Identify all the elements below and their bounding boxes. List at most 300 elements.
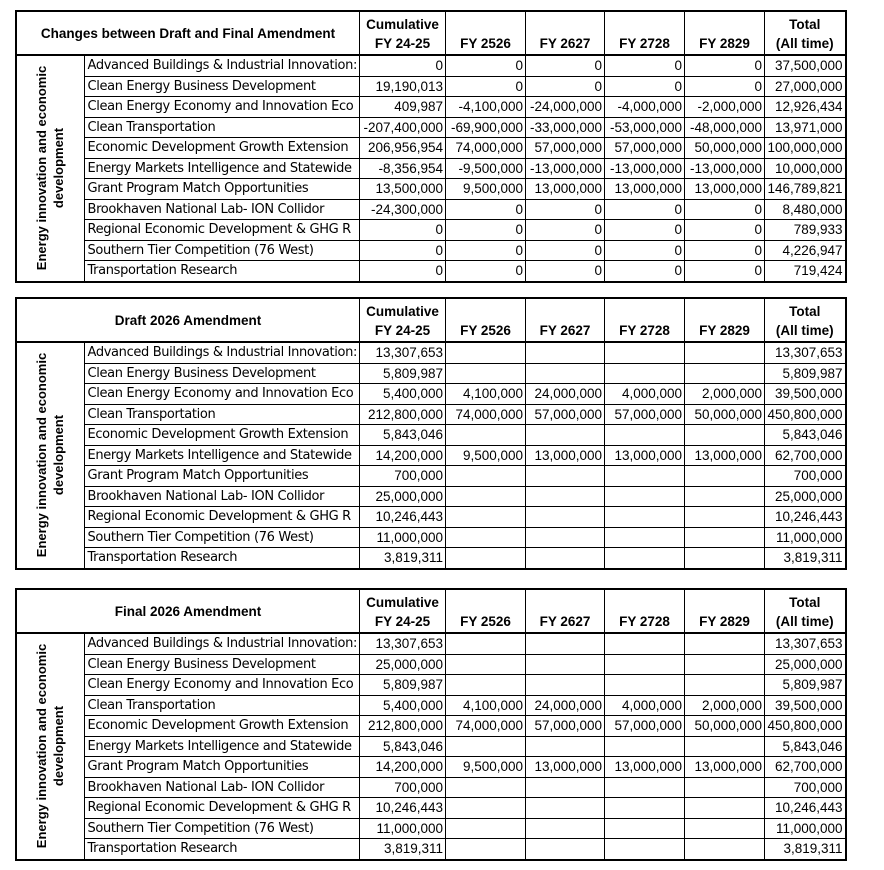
value-cell-fy2627: -24,000,000 [526, 97, 605, 118]
value-cell-total: 10,246,443 [765, 798, 846, 819]
value-cell-fy2627 [526, 363, 605, 384]
value-cell-fy2829: 0 [685, 76, 765, 97]
col-header-total [765, 298, 846, 342]
value-cell-total: 146,789,821 [765, 179, 846, 200]
value-cell-cum: 10,246,443 [360, 507, 446, 528]
value-cell-fy2728 [605, 425, 685, 446]
table-row [16, 777, 846, 798]
value-cell-cum: 206,956,954 [360, 138, 446, 159]
value-cell-fy2829 [685, 507, 765, 528]
table-row [16, 507, 846, 528]
value-cell-fy2829 [685, 425, 765, 446]
group-label [33, 353, 67, 557]
budget-table-3 [15, 588, 847, 861]
value-cell-fy2627: 0 [526, 76, 605, 97]
value-cell-fy2728 [605, 736, 685, 757]
value-cell-fy2829: 50,000,000 [685, 404, 765, 425]
value-cell-cum: 3,819,311 [360, 839, 446, 860]
table-row [16, 158, 846, 179]
program-name-cell: Brookhaven National Lab- ION Collidor [84, 777, 360, 798]
group-label-cell [16, 342, 84, 569]
col-header-fy2627: FY 2627 [526, 298, 605, 342]
value-cell-fy2526: 9,500,000 [446, 179, 526, 200]
value-cell-fy2829: -48,000,000 [685, 117, 765, 138]
value-cell-cum: 25,000,000 [360, 654, 446, 675]
value-cell-fy2728 [605, 527, 685, 548]
value-cell-fy2526: 4,100,000 [446, 384, 526, 405]
value-cell-fy2627 [526, 798, 605, 819]
value-cell-fy2627 [526, 818, 605, 839]
value-cell-fy2728 [605, 654, 685, 675]
table-row [16, 445, 846, 466]
value-cell-fy2728 [605, 798, 685, 819]
table-row [16, 220, 846, 241]
value-cell-fy2526 [446, 798, 526, 819]
value-cell-fy2526 [446, 486, 526, 507]
value-cell-total: 100,000,000 [765, 138, 846, 159]
value-cell-cum: 19,190,013 [360, 76, 446, 97]
table-row [16, 466, 846, 487]
program-name-cell: Transportation Research [84, 839, 360, 860]
col-header-fy2526: FY 2526 [446, 11, 526, 55]
value-cell-fy2728: 57,000,000 [605, 404, 685, 425]
program-name-cell: Clean Energy Business Development [84, 363, 360, 384]
col-header-fy2829: FY 2829 [685, 589, 765, 633]
value-cell-total: 39,500,000 [765, 384, 846, 405]
col-header-total [765, 11, 846, 55]
table-row [16, 199, 846, 220]
value-cell-fy2526: 0 [446, 220, 526, 241]
value-cell-cum: -8,356,954 [360, 158, 446, 179]
table-row [16, 179, 846, 200]
value-cell-total: 5,843,046 [765, 736, 846, 757]
table-row [16, 240, 846, 261]
value-cell-fy2526: 9,500,000 [446, 445, 526, 466]
value-cell-total: 4,226,947 [765, 240, 846, 261]
value-cell-fy2829: 2,000,000 [685, 695, 765, 716]
value-cell-fy2526: 0 [446, 240, 526, 261]
program-name-cell: Economic Development Growth Extension [84, 138, 360, 159]
table-row [16, 425, 846, 446]
value-cell-fy2627 [526, 342, 605, 363]
table-row [16, 675, 846, 696]
value-cell-fy2728: 4,000,000 [605, 384, 685, 405]
value-cell-fy2829: 0 [685, 220, 765, 241]
value-cell-fy2627: 0 [526, 199, 605, 220]
value-cell-fy2728: 13,000,000 [605, 757, 685, 778]
value-cell-fy2829: 0 [685, 55, 765, 76]
value-cell-fy2829: 0 [685, 240, 765, 261]
value-cell-fy2728: -4,000,000 [605, 97, 685, 118]
value-cell-fy2526: 0 [446, 199, 526, 220]
value-cell-fy2627: 57,000,000 [526, 138, 605, 159]
value-cell-fy2829: 2,000,000 [685, 384, 765, 405]
value-cell-cum: 0 [360, 240, 446, 261]
table-row [16, 117, 846, 138]
value-cell-fy2829 [685, 777, 765, 798]
value-cell-fy2829 [685, 839, 765, 860]
value-cell-total: 25,000,000 [765, 486, 846, 507]
program-name-cell: Brookhaven National Lab- ION Collidor [84, 486, 360, 507]
value-cell-fy2627 [526, 466, 605, 487]
table-row [16, 138, 846, 159]
value-cell-fy2526: -69,900,000 [446, 117, 526, 138]
value-cell-cum: -24,300,000 [360, 199, 446, 220]
group-label-line1: Energy innovation and economic [34, 66, 50, 271]
value-cell-total: 700,000 [765, 466, 846, 487]
col-header-fy2728: FY 2728 [605, 11, 685, 55]
table-row [16, 97, 846, 118]
table-row [16, 633, 846, 654]
value-cell-fy2728 [605, 486, 685, 507]
value-cell-total: 5,809,987 [765, 675, 846, 696]
value-cell-cum: 5,809,987 [360, 675, 446, 696]
value-cell-fy2526 [446, 466, 526, 487]
table-title: Changes between Draft and Final Amendment [16, 11, 360, 55]
value-cell-fy2627: 0 [526, 261, 605, 282]
value-cell-cum: 0 [360, 220, 446, 241]
value-cell-fy2728: 0 [605, 199, 685, 220]
value-cell-fy2728: 13,000,000 [605, 445, 685, 466]
value-cell-fy2526: 0 [446, 261, 526, 282]
value-cell-total: 450,800,000 [765, 716, 846, 737]
value-cell-cum: 212,800,000 [360, 716, 446, 737]
program-name-cell: Southern Tier Competition (76 West) [84, 818, 360, 839]
value-cell-fy2829: 0 [685, 261, 765, 282]
value-cell-fy2627 [526, 839, 605, 860]
program-name-cell: Transportation Research [84, 261, 360, 282]
col-header-cumulative-line1: Cumulative [366, 304, 439, 319]
col-header-cumulative [360, 11, 446, 55]
value-cell-fy2627: -13,000,000 [526, 158, 605, 179]
value-cell-cum: 0 [360, 55, 446, 76]
value-cell-fy2829 [685, 736, 765, 757]
value-cell-fy2728 [605, 363, 685, 384]
col-header-total-line2: (All time) [775, 36, 834, 51]
program-name-cell: Clean Energy Business Development [84, 654, 360, 675]
value-cell-total: 10,246,443 [765, 507, 846, 528]
value-cell-fy2829 [685, 466, 765, 487]
value-cell-fy2728 [605, 507, 685, 528]
value-cell-fy2728: 0 [605, 261, 685, 282]
col-header-cumulative-line2: FY 24-25 [374, 614, 431, 629]
value-cell-total: 3,819,311 [765, 839, 846, 860]
col-header-total-line1: Total [789, 17, 821, 32]
table-row [16, 76, 846, 97]
value-cell-cum: 25,000,000 [360, 486, 446, 507]
budget-table-1 [15, 10, 847, 283]
value-cell-cum: 5,400,000 [360, 384, 446, 405]
group-label-line2: development [51, 128, 67, 209]
value-cell-fy2829 [685, 486, 765, 507]
value-cell-fy2627: -33,000,000 [526, 117, 605, 138]
header-row [16, 589, 846, 633]
program-name-cell: Regional Economic Development & GHG R [84, 798, 360, 819]
table-row [16, 55, 846, 76]
value-cell-cum: 0 [360, 261, 446, 282]
table-row [16, 716, 846, 737]
value-cell-fy2526 [446, 839, 526, 860]
value-cell-total: 10,000,000 [765, 158, 846, 179]
value-cell-cum: 14,200,000 [360, 757, 446, 778]
value-cell-fy2526 [446, 818, 526, 839]
value-cell-cum: 14,200,000 [360, 445, 446, 466]
value-cell-fy2829 [685, 675, 765, 696]
value-cell-fy2829: 13,000,000 [685, 445, 765, 466]
col-header-fy2526: FY 2526 [446, 298, 526, 342]
value-cell-cum: 11,000,000 [360, 527, 446, 548]
value-cell-fy2627: 13,000,000 [526, 179, 605, 200]
value-cell-fy2627 [526, 507, 605, 528]
value-cell-fy2829 [685, 527, 765, 548]
value-cell-fy2728 [605, 675, 685, 696]
value-cell-fy2627 [526, 548, 605, 569]
program-name-cell: Economic Development Growth Extension [84, 425, 360, 446]
value-cell-total: 450,800,000 [765, 404, 846, 425]
value-cell-fy2728: 57,000,000 [605, 716, 685, 737]
program-name-cell: Southern Tier Competition (76 West) [84, 527, 360, 548]
col-header-fy2627: FY 2627 [526, 589, 605, 633]
value-cell-total: 11,000,000 [765, 527, 846, 548]
value-cell-fy2829 [685, 363, 765, 384]
value-cell-fy2526: 0 [446, 55, 526, 76]
value-cell-total: 25,000,000 [765, 654, 846, 675]
value-cell-fy2829: 0 [685, 199, 765, 220]
program-name-cell: Advanced Buildings & Industrial Innovation: [84, 55, 360, 76]
value-cell-total: 789,933 [765, 220, 846, 241]
value-cell-fy2728: 0 [605, 220, 685, 241]
table-row [16, 839, 846, 860]
value-cell-total: 13,307,653 [765, 342, 846, 363]
col-header-total-line1: Total [789, 304, 821, 319]
program-name-cell: Grant Program Match Opportunities [84, 466, 360, 487]
value-cell-fy2627: 0 [526, 240, 605, 261]
value-cell-cum: 5,843,046 [360, 736, 446, 757]
table-row [16, 736, 846, 757]
value-cell-fy2728: 4,000,000 [605, 695, 685, 716]
program-name-cell: Regional Economic Development & GHG R [84, 507, 360, 528]
col-header-cumulative [360, 589, 446, 633]
value-cell-total: 5,809,987 [765, 363, 846, 384]
program-name-cell: Clean Energy Economy and Innovation Eco [84, 97, 360, 118]
program-name-cell: Brookhaven National Lab- ION Collidor [84, 199, 360, 220]
table-row [16, 363, 846, 384]
value-cell-total: 8,480,000 [765, 199, 846, 220]
table-row [16, 527, 846, 548]
program-name-cell: Clean Energy Economy and Innovation Eco [84, 384, 360, 405]
group-label-line2: development [51, 415, 67, 496]
value-cell-cum: 5,400,000 [360, 695, 446, 716]
value-cell-fy2627: 0 [526, 55, 605, 76]
value-cell-cum: 13,500,000 [360, 179, 446, 200]
value-cell-fy2829: 13,000,000 [685, 757, 765, 778]
value-cell-fy2526 [446, 675, 526, 696]
col-header-cumulative-line2: FY 24-25 [374, 323, 431, 338]
budget-table-2 [15, 297, 847, 570]
value-cell-fy2627: 13,000,000 [526, 757, 605, 778]
value-cell-fy2627 [526, 633, 605, 654]
col-header-cumulative-line1: Cumulative [366, 595, 439, 610]
value-cell-fy2627 [526, 425, 605, 446]
value-cell-fy2627 [526, 777, 605, 798]
program-name-cell: Transportation Research [84, 548, 360, 569]
value-cell-cum: 700,000 [360, 777, 446, 798]
value-cell-fy2728 [605, 777, 685, 798]
col-header-total-line2: (All time) [775, 323, 834, 338]
value-cell-fy2627: 57,000,000 [526, 716, 605, 737]
program-name-cell: Clean Transportation [84, 404, 360, 425]
value-cell-total: 62,700,000 [765, 445, 846, 466]
value-cell-fy2526 [446, 425, 526, 446]
value-cell-fy2627 [526, 675, 605, 696]
program-name-cell: Clean Energy Economy and Innovation Eco [84, 675, 360, 696]
value-cell-fy2627 [526, 654, 605, 675]
value-cell-cum: 10,246,443 [360, 798, 446, 819]
value-cell-fy2728: 57,000,000 [605, 138, 685, 159]
header-row [16, 298, 846, 342]
program-name-cell: Southern Tier Competition (76 West) [84, 240, 360, 261]
value-cell-cum: 11,000,000 [360, 818, 446, 839]
group-label [33, 66, 67, 270]
table-row [16, 818, 846, 839]
col-header-fy2627: FY 2627 [526, 11, 605, 55]
value-cell-fy2526 [446, 342, 526, 363]
group-label-line1: Energy innovation and economic [34, 644, 50, 849]
value-cell-fy2526 [446, 777, 526, 798]
value-cell-total: 39,500,000 [765, 695, 846, 716]
value-cell-fy2829 [685, 798, 765, 819]
program-name-cell: Clean Energy Business Development [84, 76, 360, 97]
value-cell-fy2627: 13,000,000 [526, 445, 605, 466]
group-label-cell [16, 633, 84, 860]
col-header-total-line1: Total [789, 595, 821, 610]
value-cell-total: 700,000 [765, 777, 846, 798]
value-cell-fy2627: 24,000,000 [526, 695, 605, 716]
value-cell-total: 13,307,653 [765, 633, 846, 654]
table-row [16, 261, 846, 282]
value-cell-cum: 5,843,046 [360, 425, 446, 446]
value-cell-cum: 3,819,311 [360, 548, 446, 569]
table-row [16, 342, 846, 363]
value-cell-fy2829 [685, 342, 765, 363]
value-cell-fy2829: -2,000,000 [685, 97, 765, 118]
col-header-fy2829: FY 2829 [685, 298, 765, 342]
value-cell-fy2829 [685, 654, 765, 675]
value-cell-total: 62,700,000 [765, 757, 846, 778]
table-row [16, 486, 846, 507]
value-cell-fy2728 [605, 839, 685, 860]
value-cell-fy2627: 24,000,000 [526, 384, 605, 405]
value-cell-total: 37,500,000 [765, 55, 846, 76]
value-cell-fy2526: 74,000,000 [446, 716, 526, 737]
program-name-cell: Grant Program Match Opportunities [84, 757, 360, 778]
value-cell-fy2728 [605, 466, 685, 487]
col-header-fy2728: FY 2728 [605, 589, 685, 633]
table-title: Draft 2026 Amendment [16, 298, 360, 342]
value-cell-fy2526: 9,500,000 [446, 757, 526, 778]
program-name-cell: Clean Transportation [84, 695, 360, 716]
value-cell-fy2526: 0 [446, 76, 526, 97]
value-cell-fy2829: 50,000,000 [685, 138, 765, 159]
program-name-cell: Clean Transportation [84, 117, 360, 138]
value-cell-fy2728: 13,000,000 [605, 179, 685, 200]
value-cell-fy2829 [685, 548, 765, 569]
value-cell-fy2728 [605, 633, 685, 654]
col-header-cumulative-line2: FY 24-25 [374, 36, 431, 51]
value-cell-fy2526 [446, 654, 526, 675]
program-name-cell: Grant Program Match Opportunities [84, 179, 360, 200]
header-row [16, 11, 846, 55]
value-cell-fy2526: 74,000,000 [446, 138, 526, 159]
table-title: Final 2026 Amendment [16, 589, 360, 633]
value-cell-fy2728: 0 [605, 240, 685, 261]
value-cell-fy2728 [605, 548, 685, 569]
col-header-fy2526: FY 2526 [446, 589, 526, 633]
value-cell-fy2526 [446, 548, 526, 569]
value-cell-total: 5,843,046 [765, 425, 846, 446]
value-cell-fy2728: 0 [605, 76, 685, 97]
table-row [16, 757, 846, 778]
program-name-cell: Energy Markets Intelligence and Statewide [84, 158, 360, 179]
group-label-line1: Energy innovation and economic [34, 353, 50, 558]
value-cell-fy2627: 57,000,000 [526, 404, 605, 425]
program-name-cell: Advanced Buildings & Industrial Innovation: [84, 633, 360, 654]
table-row [16, 404, 846, 425]
value-cell-cum: 13,307,653 [360, 342, 446, 363]
value-cell-total: 719,424 [765, 261, 846, 282]
value-cell-fy2829: 13,000,000 [685, 179, 765, 200]
col-header-fy2829: FY 2829 [685, 11, 765, 55]
col-header-cumulative [360, 298, 446, 342]
program-name-cell: Advanced Buildings & Industrial Innovation: [84, 342, 360, 363]
value-cell-fy2627: 0 [526, 220, 605, 241]
value-cell-cum: 409,987 [360, 97, 446, 118]
value-cell-fy2627 [526, 736, 605, 757]
value-cell-fy2526: 74,000,000 [446, 404, 526, 425]
col-header-fy2728: FY 2728 [605, 298, 685, 342]
value-cell-fy2526 [446, 633, 526, 654]
value-cell-fy2829 [685, 633, 765, 654]
col-header-cumulative-line1: Cumulative [366, 17, 439, 32]
value-cell-fy2728: -53,000,000 [605, 117, 685, 138]
value-cell-total: 3,819,311 [765, 548, 846, 569]
program-name-cell: Regional Economic Development & GHG R [84, 220, 360, 241]
value-cell-fy2627 [526, 486, 605, 507]
value-cell-fy2728 [605, 818, 685, 839]
table-row [16, 798, 846, 819]
value-cell-total: 12,926,434 [765, 97, 846, 118]
value-cell-cum: 700,000 [360, 466, 446, 487]
value-cell-fy2829 [685, 818, 765, 839]
value-cell-fy2526 [446, 527, 526, 548]
col-header-total [765, 589, 846, 633]
value-cell-fy2526: -4,100,000 [446, 97, 526, 118]
value-cell-fy2526 [446, 363, 526, 384]
value-cell-cum: 5,809,987 [360, 363, 446, 384]
group-label-line2: development [51, 706, 67, 787]
program-name-cell: Energy Markets Intelligence and Statewide [84, 736, 360, 757]
group-label-cell [16, 55, 84, 282]
table-row [16, 695, 846, 716]
value-cell-fy2728: -13,000,000 [605, 158, 685, 179]
value-cell-fy2627 [526, 527, 605, 548]
table-row [16, 654, 846, 675]
col-header-total-line2: (All time) [775, 614, 834, 629]
group-label [33, 644, 67, 848]
table-row [16, 548, 846, 569]
value-cell-fy2728: 0 [605, 55, 685, 76]
value-cell-total: 13,971,000 [765, 117, 846, 138]
